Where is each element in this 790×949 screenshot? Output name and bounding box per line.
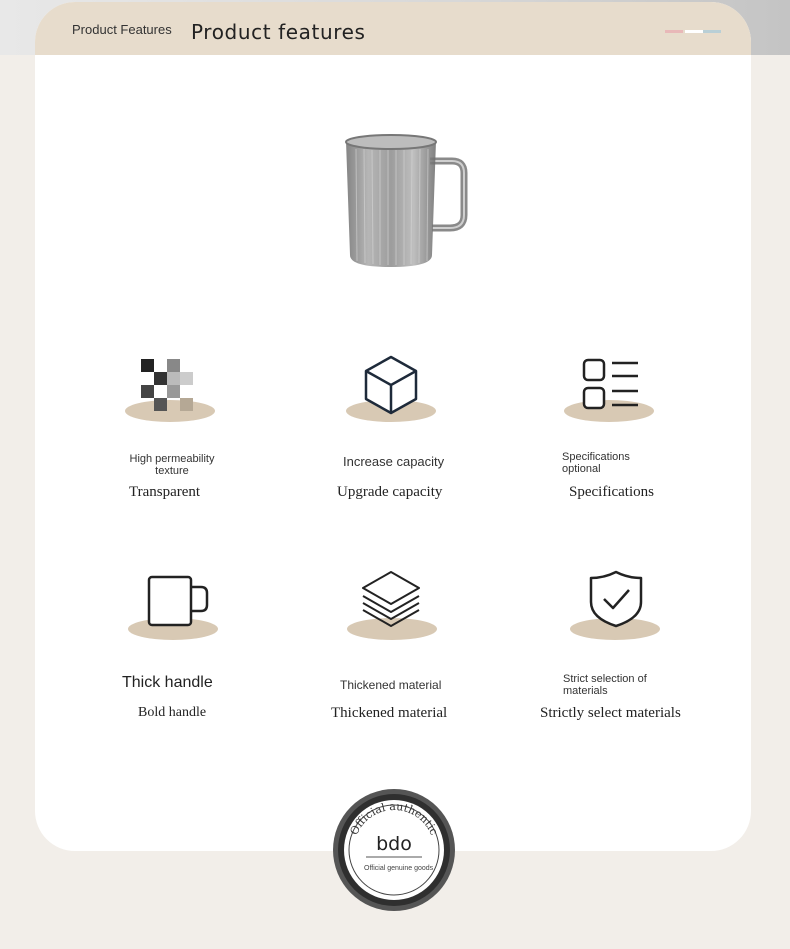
checker-texture-icon xyxy=(141,359,195,413)
cube-icon xyxy=(363,355,419,415)
indicator-dash-2 xyxy=(685,30,703,33)
seal-arc-textpath: Official authentic xyxy=(347,799,441,838)
indicator-dash-3 xyxy=(703,30,721,33)
features-card xyxy=(35,2,751,851)
feature-subtitle-5: Thickened material xyxy=(340,678,442,692)
feature-title-3: Specifications xyxy=(569,484,654,500)
spec-list-icon xyxy=(582,358,640,412)
layers-icon xyxy=(359,570,423,630)
seal-brand: bdo xyxy=(376,833,412,855)
section-header xyxy=(35,2,751,55)
indicator-dash-1 xyxy=(665,30,683,33)
feature-title-4: Bold handle xyxy=(138,705,207,720)
header-small-title: Product Features xyxy=(72,22,172,37)
feature-title-2: Upgrade capacity xyxy=(337,484,443,500)
official-authentic-seal xyxy=(332,788,456,912)
header-big-title: Product features xyxy=(191,20,366,44)
mug-outline-icon xyxy=(146,575,210,629)
feature-title-5: Thickened material xyxy=(331,705,448,721)
shield-check-icon xyxy=(588,570,644,628)
feature-subtitle-3: Specifications optional xyxy=(562,451,630,475)
seal-caption: Official genuine goods xyxy=(364,865,434,872)
feature-title-6: Strictly select materials xyxy=(540,705,681,721)
feature-subtitle-2: Increase capacity xyxy=(343,454,445,469)
feature-subtitle-4: Thick handle xyxy=(122,674,213,691)
feature-title-1: Transparent xyxy=(129,484,201,500)
feature-subtitle-6: Strict selection of materials xyxy=(563,673,647,697)
glass-mug-icon xyxy=(342,133,468,270)
feature-subtitle-1: High permeability texture xyxy=(129,453,215,477)
